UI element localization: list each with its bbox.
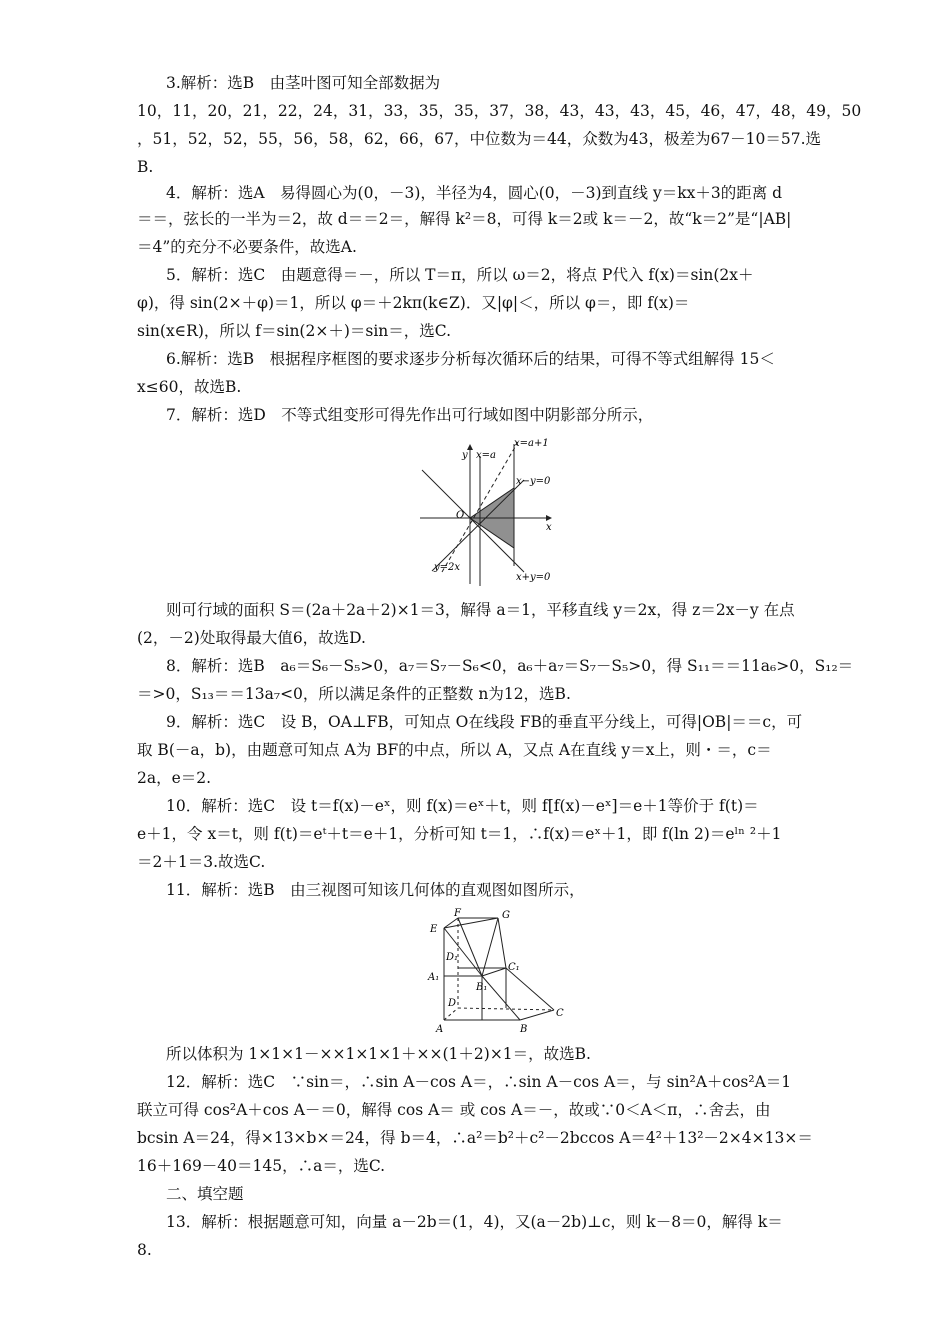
solid-figure	[424, 908, 564, 1036]
fig2-label: B	[520, 1024, 528, 1035]
fig1-label: y	[462, 450, 468, 461]
text-line: ＝>0，S₁₃＝＝13a₇<0，所以满足条件的正整数 n为12，选B.	[137, 685, 571, 703]
text-line: 8.	[137, 1241, 152, 1259]
fig2-label: F	[454, 908, 461, 919]
text-line: 13．解析：根据题意可知，向量 a－2b＝(1，4)，又(a－2b)⊥c，则 k－8＝0，解得 k＝	[166, 1213, 783, 1231]
fig2-label: B₁	[476, 982, 488, 993]
fig1-label: x−y=0	[516, 476, 551, 487]
text-line: B.	[137, 158, 154, 176]
text-line: (2，－2)处取得最大值6，故选D.	[137, 629, 366, 647]
text-line: 9．解析：选C 设 B，OA⊥FB，可知点 O在线段 FB的垂直平分线上，可得|OB|＝＝c，可	[166, 713, 803, 731]
fig2-label: D	[448, 998, 457, 1009]
text-line: ＝4”的充分不必要条件，故选A.	[137, 238, 357, 256]
fig2-label: G	[502, 910, 510, 921]
feasible-region-svg	[418, 436, 558, 588]
text-line: e＋1，令 x＝t，则 f(t)＝eᵗ＋t＝e＋1，分析可知 t＝1，∴f(x)＝eˣ＋1，即 f(ln 2)＝eˡⁿ ²＋1	[137, 825, 782, 843]
fig1-label: x=a	[476, 450, 496, 461]
text-line: 16＋169－40＝145，∴a＝，选C.	[137, 1157, 386, 1175]
fig1-label: O	[456, 510, 465, 521]
text-line: 取 B(－a，b)，由题意可知点 A为 BF的中点，所以 A，又点 A在直线 y＝x上，则・＝，c＝	[137, 741, 772, 759]
text-line: 则可行域的面积 S＝(2a＋2a＋2)×1＝3，解得 a＝1，平移直线 y＝2x，得 z＝2x－y 在点	[166, 601, 795, 619]
text-line: 10．解析：选C 设 t＝f(x)－eˣ，则 f(x)＝eˣ＋t，则 f[f(x)－eˣ]＝e＋1等价于 f(t)＝	[166, 797, 759, 815]
text-line: 5．解析：选C 由题意得＝－，所以 T＝π，所以 ω＝2，将点 P代入 f(x)＝sin(2x＋	[166, 266, 754, 284]
text-line: 3.解析：选B 由茎叶图可知全部数据为	[166, 74, 441, 92]
text-line: 所以体积为 1×1×1－××1×1×1＋××(1＋2)×1＝，故选B.	[166, 1045, 591, 1063]
text-line: ＝2＋1＝3.故选C.	[137, 853, 266, 871]
text-line: 10，11，20，21，22，24，31，33，35，35，37，38，43，43，43，45，46，47，48，49，50	[137, 102, 862, 120]
text-line: 7．解析：选D 不等式组变形可得先作出可行域如图中阴影部分所示，	[166, 406, 654, 424]
x-axis-arrow	[546, 515, 552, 521]
fig2-label: A₁	[428, 972, 440, 983]
fig1-label: x	[546, 522, 552, 533]
text-line: ，51，52，52，55，56，58，62，66，67，中位数为＝44，众数为43，极差为67－10＝57.选	[137, 130, 822, 148]
fig2-label: D₁	[446, 952, 459, 963]
fig2-label: C₁	[508, 962, 520, 973]
fig1-label: y=2x	[434, 562, 461, 573]
y-axis-arrow	[467, 444, 473, 450]
text-line: x≤60，故选B.	[137, 378, 242, 396]
text-line: sin(x∈R)，所以 f＝sin(2×＋)＝sin＝，选C.	[137, 322, 452, 340]
text-line: 11．解析：选B 由三视图可知该几何体的直观图如图所示，	[166, 881, 585, 899]
text-line: 2a，e＝2.	[137, 769, 212, 787]
text-line: 联立可得 cos²A＋cos A－＝0，解得 cos A＝ 或 cos A＝－，故或∵0＜A＜π，∴舍去，由	[137, 1101, 771, 1119]
text-line: φ)，得 sin(2×＋φ)＝1，所以 φ＝＋2kπ(k∈Z)．又|φ|＜，所以 φ＝，即 f(x)＝	[137, 294, 690, 312]
solid-figure-svg	[424, 908, 564, 1036]
fig2-label: E	[430, 924, 438, 935]
section-heading: 二、填空题	[166, 1185, 244, 1203]
text-line: 8．解析：选B a₆＝S₆－S₅>0，a₇＝S₇－S₆<0，a₆＋a₇＝S₇－S₅>0，得 S₁₁＝＝11a₆>0，S₁₂＝	[166, 657, 854, 675]
fig1-label: x+y=0	[516, 572, 551, 583]
text-line: 4．解析：选A 易得圆心为(0，－3)，半径为4，圆心(0，－3)到直线 y＝kx＋3的距离 d	[166, 184, 783, 202]
text-line: 12．解析：选C ∵sin＝，∴sin A－cos A＝，∴sin A－cos A＝，与 sin²A＋cos²A＝1	[166, 1073, 792, 1091]
text-line: bcsin A＝24，得×13×b×＝24，得 b＝4，∴a²＝b²＋c²－2bccos A＝4²＋13²－2×4×13×＝	[137, 1129, 813, 1147]
text-line: ＝＝，弦长的一半为＝2，故 d＝＝2＝，解得 k²＝8，可得 k＝2或 k＝－2，故“k＝2”是“|AB|	[137, 210, 792, 228]
fig1-label: x=a+1	[514, 438, 549, 449]
fig2-label: A	[436, 1024, 444, 1035]
text-line: 6.解析：选B 根据程序框图的要求逐步分析每次循环后的结果，可得不等式组解得 15＜	[166, 350, 775, 368]
feasible-region-figure	[418, 436, 558, 588]
fig2-label: C	[556, 1008, 564, 1019]
